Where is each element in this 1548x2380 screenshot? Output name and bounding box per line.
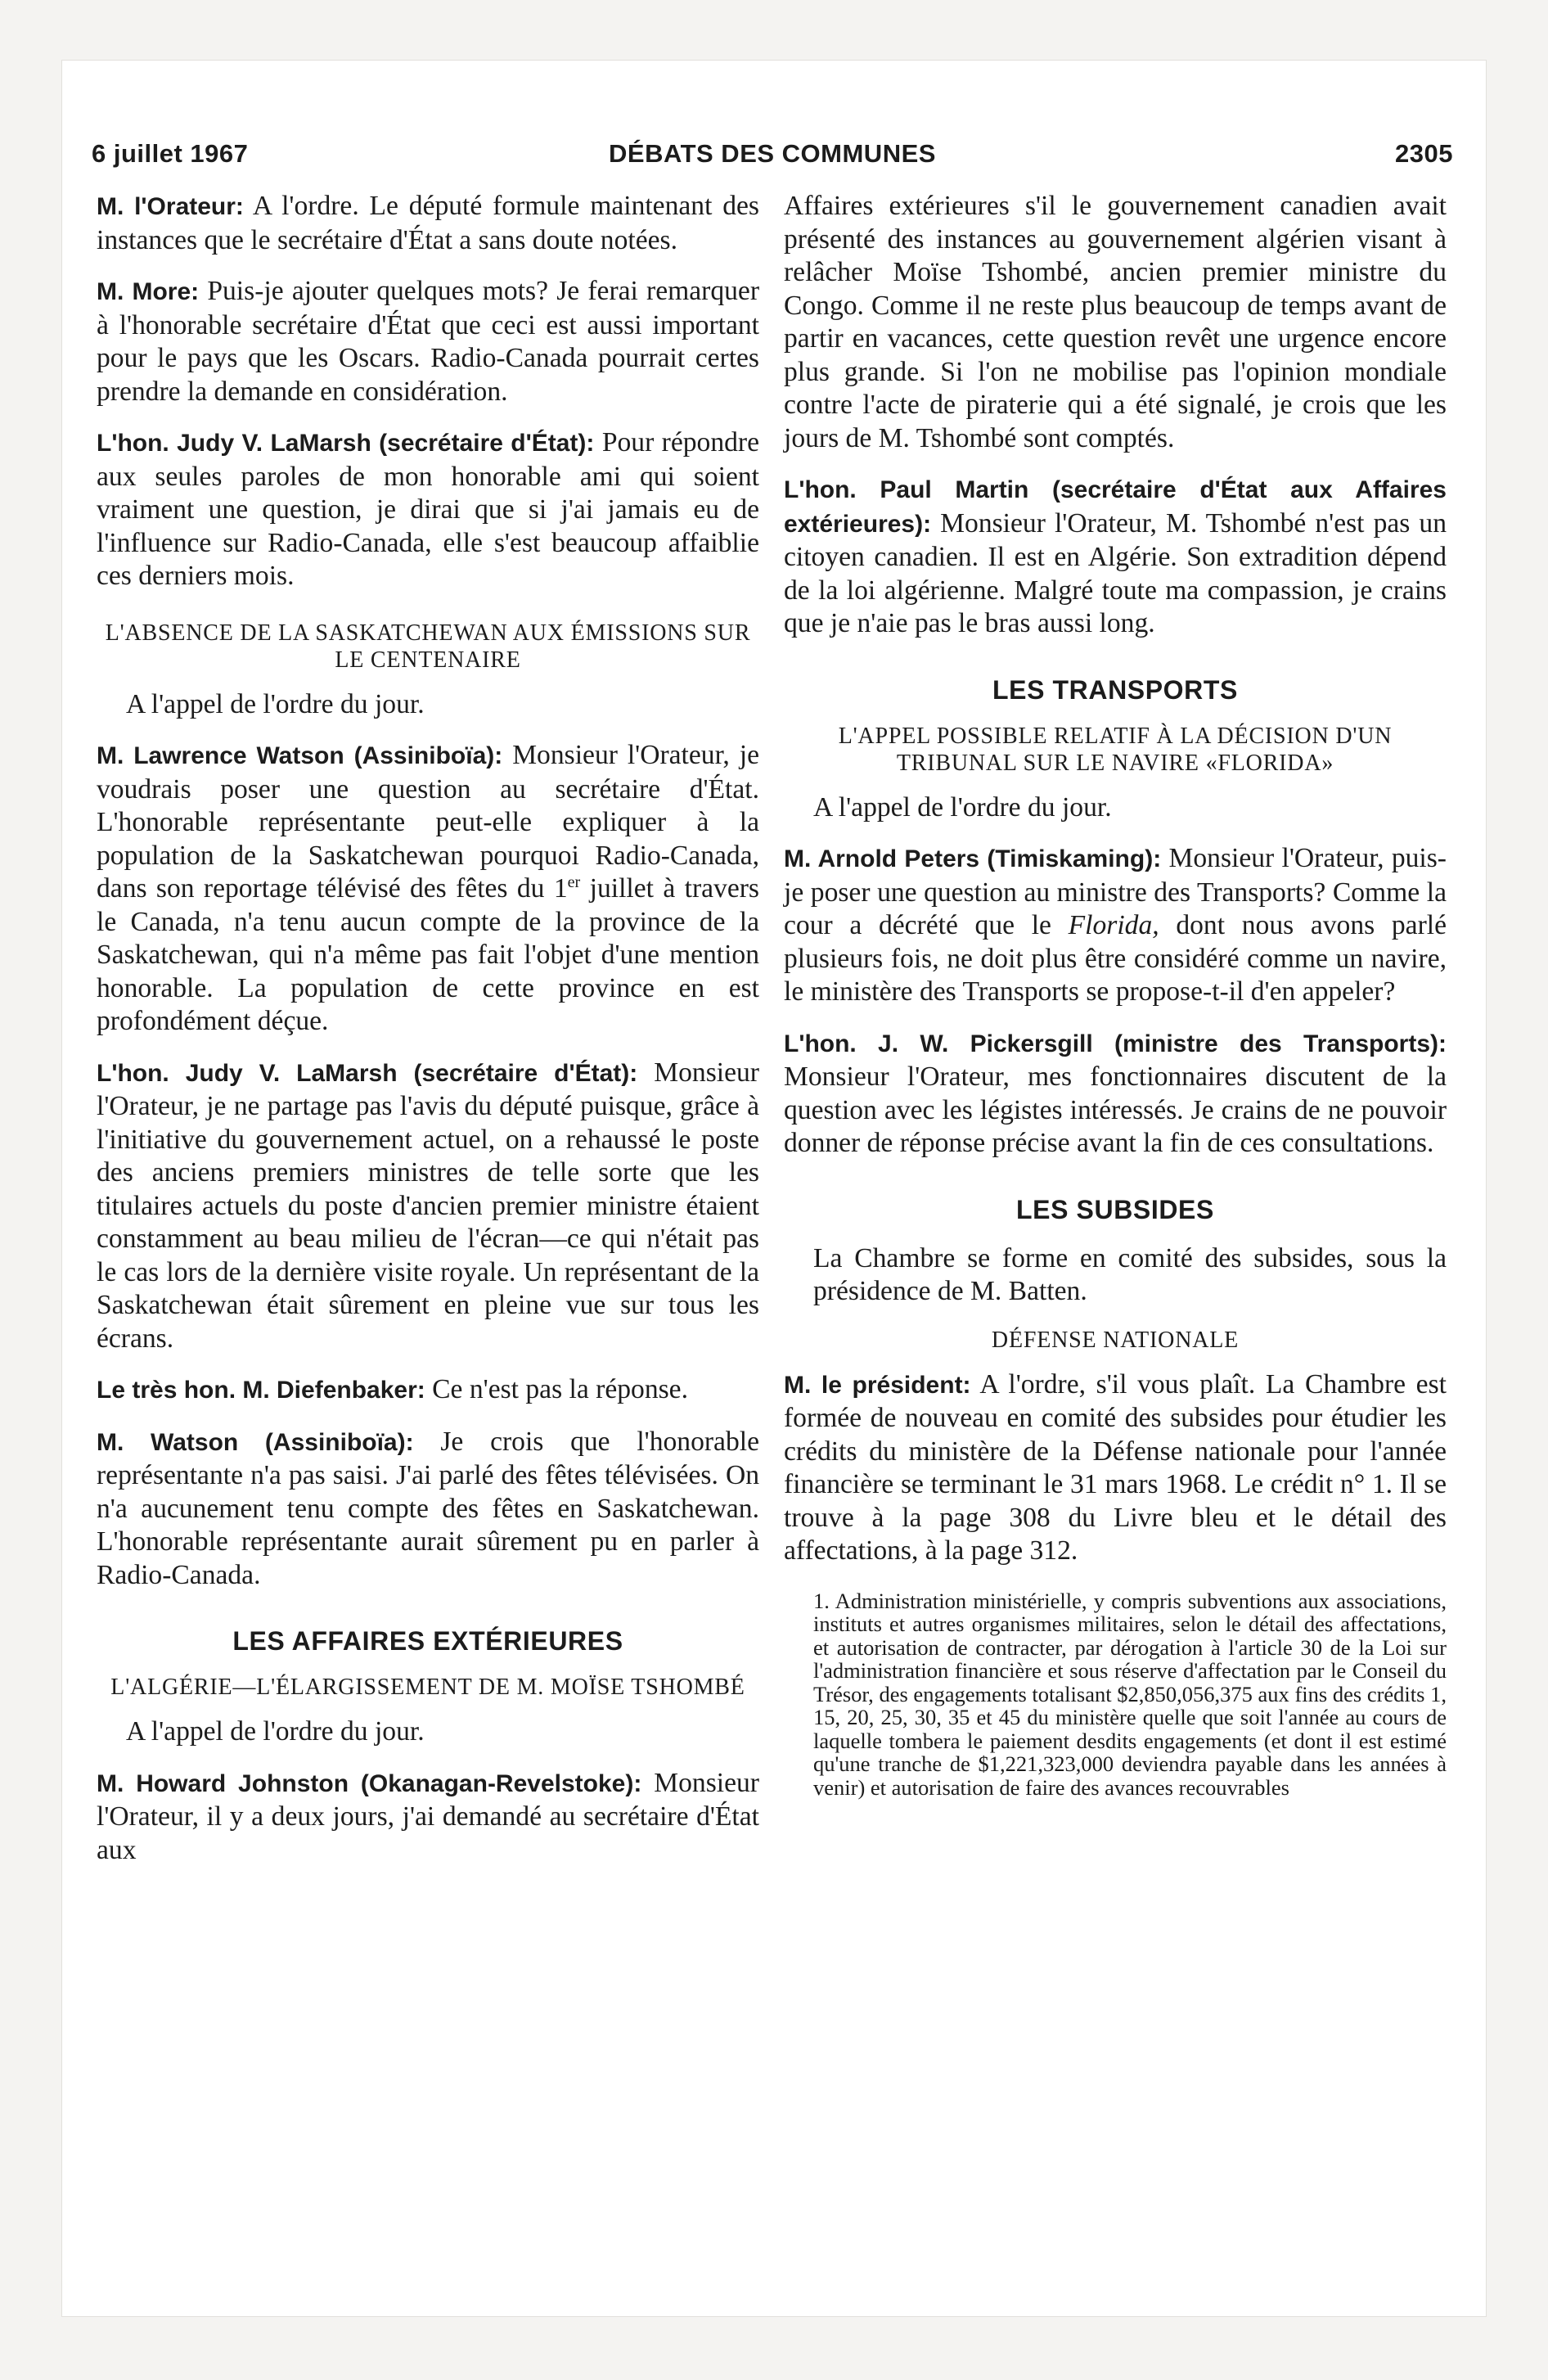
speaker-name: M. le président: bbox=[784, 1371, 971, 1399]
speech-text: Monsieur l'Orateur, M. Tshombé n'est pas un citoyen canadien. Il est en Algérie. Son extradition dépend de la loi algérienne. Malgré toute ma compassion, je crains que je n'aie pas le bras aussi long. bbox=[784, 507, 1447, 638]
paragraph: Affaires extérieures s'il le gouvernement canadien avait présenté des instances au gouvernement algérien visant à relâcher Moïse Tshombé, ancien premier ministre du Congo. Comme il ne reste plus beaucoup de temps avant de partir en vacances, cette question revêt une urgence encore plus grande. Si l'on ne mobilise pas l'opinion mondiale contre l'acte de piraterie qui a été signalé, je crois que les jours de M. Tshombé sont comptés. bbox=[784, 191, 1447, 453]
subsection-heading: L'APPEL POSSIBLE RELATIF À LA DÉCISION D'UN TRIBUNAL SUR LE NAVIRE «FLORIDA» bbox=[838, 723, 1393, 776]
speaker-name: M. Arnold Peters (Timiskaming): bbox=[784, 845, 1162, 872]
speaker-name: L'hon. Judy V. LaMarsh (secrétaire d'État): bbox=[97, 430, 595, 457]
speech-text: Puis-je ajouter quelques mots? Je ferai remarquer à l'honorable secrétaire d'État que ceci est aussi important pour le pays que les Oscars. Radio-Canada pourrait certes prendre la demande en considération. bbox=[97, 276, 760, 407]
speaker-name: M. More: bbox=[97, 278, 200, 305]
running-header bbox=[92, 139, 1453, 177]
resolution-text: 1. Administration ministérielle, y compris subventions aux associations, instituts et autres organismes militaires, selon le détail des affectations, et autorisation de contracter, par dérogation à l'article 30 de la Loi sur l'administration financière et sous réserve d'affectation par le Conseil du Trésor, des engagements totalisant $2,850,056,375 aux fins des crédits 1, 15, 20, 25, 30, 35 et 45 du ministère quelle que soit l'année au cours de laquelle tombera le paiement desdits engagements (et dont il est estimé qu'une tranche de $1,221,323,000 deviendra payable dans les années à venir) et autorisation de faire des avances recouvrables bbox=[813, 1588, 1447, 1800]
right-column bbox=[784, 190, 1447, 1799]
subsection-heading: L'ABSENCE DE LA SASKATCHEWAN AUX ÉMISSIONS SUR LE CENTENAIRE bbox=[105, 620, 751, 673]
paragraph bbox=[97, 739, 759, 1039]
paragraph: La Chambre se forme en comité des subsides, sous la présidence de M. Batten. bbox=[813, 1242, 1447, 1306]
section-heading: LES SUBSIDES bbox=[1016, 1194, 1214, 1224]
paragraph bbox=[97, 275, 759, 408]
ordinal-superscript: er bbox=[567, 872, 581, 891]
left-column bbox=[97, 190, 759, 1885]
paragraph bbox=[784, 842, 1447, 1009]
speaker-name: L'hon. Paul Martin (secrétaire d'État aux Affaires extérieures): bbox=[784, 476, 1447, 538]
speaker-name: L'hon. J. W. Pickersgill (ministre des Transports): bbox=[784, 1030, 1447, 1057]
section-heading: LES TRANSPORTS bbox=[992, 674, 1238, 705]
speaker-name: M. Howard Johnston (Okanagan-Revelstoke): bbox=[97, 1769, 642, 1797]
speech-text: Ce n'est pas la réponse. bbox=[432, 1374, 688, 1404]
speech-text: dont nous avons parlé plusieurs fois, ne doit plus être considéré comme un navire, le ministère des Transports se propose-t-il d'en appeler? bbox=[784, 910, 1447, 1007]
speech-text: juillet à travers le Canada, n'a tenu aucun compte de la province de la Saskatchewan, qui n'a même pas fait l'objet d'une mention honorable. La population de cette province en est profondément déçue. bbox=[97, 873, 759, 1036]
speech-text: Monsieur l'Orateur, mes fonctionnaires discutent de la question avec les légistes intéressés. Je crains de ne pouvoir donner de réponse précise avant la fin de ces consultations. bbox=[784, 1062, 1447, 1158]
speech-text: Monsieur l'Orateur, je ne partage pas l'avis du député puisque, grâce à l'initiative du gouvernement actuel, on a rehaussé le poste des anciens premiers ministres de telle sorte que les titulaires actuels du poste d'ancien premier ministre étaient constamment au beau milieu de l'écran—ce qui n'était pas le cas lors de la dernière visite royale. Un représentant de la Saskatchewan était sûrement en pleine vue sur tous les écrans. bbox=[97, 1057, 759, 1354]
speaker-name: Le très hon. M. Diefenbaker: bbox=[97, 1377, 425, 1404]
header-title: DÉBATS DES COMMUNES bbox=[609, 139, 936, 168]
paragraph bbox=[97, 1426, 759, 1593]
paragraph bbox=[97, 426, 759, 593]
paragraph: A l'appel de l'ordre du jour. bbox=[813, 791, 1112, 823]
section-heading: LES AFFAIRES EXTÉRIEURES bbox=[232, 1626, 623, 1656]
speech-text: Monsieur l'Orateur, puis-je poser une question au ministre des Transports? Comme la cour a décrété que le bbox=[784, 843, 1447, 940]
speech-text: Monsieur l'Orateur, je voudrais poser une question au secrétaire d'État. L'honorable représentante peut-elle expliquer à la population de la Saskatchewan pourquoi Radio-Canada, dans son reportage télévisé des fêtes du 1 bbox=[97, 740, 759, 904]
paragraph: A l'appel de l'ordre du jour. bbox=[126, 1716, 425, 1747]
paragraph bbox=[784, 1368, 1447, 1568]
subsection-heading: L'ALGÉRIE—L'ÉLARGISSEMENT DE M. MOÏSE TSHOMBÉ bbox=[110, 1675, 745, 1700]
header-date: 6 juillet 1967 bbox=[92, 139, 249, 168]
speech-text: Pour répondre aux seules paroles de mon honorable ami qui soient vraiment une question, je dirai que si j'ai jamais eu de l'influence sur Radio-Canada, elle s'est beaucoup affaiblie ces derniers mois. bbox=[97, 427, 760, 591]
paragraph bbox=[784, 1027, 1447, 1161]
paragraph bbox=[97, 1767, 759, 1868]
paragraph bbox=[97, 1057, 759, 1356]
speaker-name: M. l'Orateur: bbox=[97, 193, 244, 220]
speaker-name: M. Lawrence Watson (Assiniboïa): bbox=[97, 742, 503, 769]
speech-text: Monsieur l'Orateur, il y a deux jours, j'ai demandé au secrétaire d'État aux bbox=[97, 1767, 759, 1865]
speaker-name: M. Watson (Assiniboïa): bbox=[97, 1428, 414, 1456]
paragraph: A l'appel de l'ordre du jour. bbox=[126, 688, 425, 719]
subsection-heading: DÉFENSE NATIONALE bbox=[991, 1327, 1240, 1353]
paragraph bbox=[97, 190, 759, 257]
paragraph bbox=[784, 473, 1447, 641]
speaker-name: L'hon. Judy V. LaMarsh (secrétaire d'État): bbox=[97, 1059, 638, 1087]
speech-text: A l'ordre. Le député formule maintenant des instances que le secrétaire d'État a sans doute notées. bbox=[97, 191, 759, 255]
ship-name: Florida, bbox=[1068, 910, 1159, 940]
speech-text: A l'ordre, s'il vous plaît. La Chambre est formée de nouveau en comité des subsides pour étudier les crédits du ministère de la Défense nationale pour l'année financière se terminant le 31 mars 1968. Le crédit n° 1. Il se trouve à la page 308 du Livre bleu et le détail des affectations, à la page 312. bbox=[784, 1368, 1447, 1566]
speech-text: Je crois que l'honorable représentante n'a pas saisi. J'ai parlé des fêtes télévisées. On n'a aucunement tenu compte des fêtes en Saskatchewan. L'honorable représentante aurait sûrement pu en parler à Radio-Canada. bbox=[97, 1426, 759, 1590]
page-number: 2305 bbox=[1395, 139, 1453, 168]
paragraph bbox=[97, 1373, 759, 1408]
